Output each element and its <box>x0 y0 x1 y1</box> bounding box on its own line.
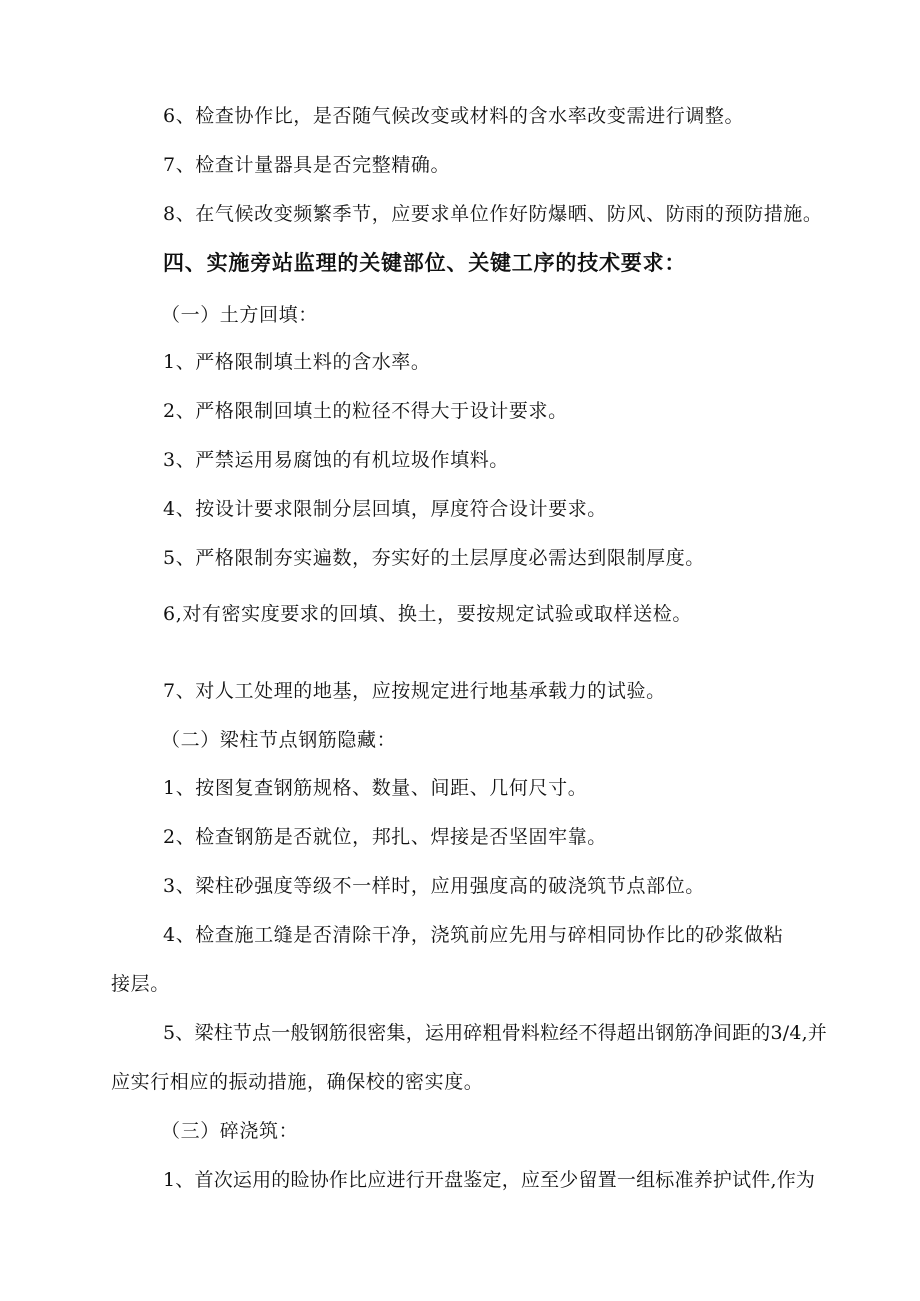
text-line: 接层。 <box>111 973 170 995</box>
text-line: 5、梁柱节点一般钢筋很密集，运用碎粗骨料粒经不得超出钢筋净间距的3/4,并 <box>163 1022 828 1044</box>
subsection-heading: （三）碎浇筑： <box>161 1120 299 1142</box>
text-line: 1、严格限制填土料的含水率。 <box>163 351 431 373</box>
text-line: 7、对人工处理的地基，应按规定进行地基承载力的试验。 <box>163 680 666 702</box>
subsection-heading: （二）梁柱节点钢筋隐藏： <box>161 729 397 751</box>
text-line: 6、检查协作比，是否随气候改变或材料的含水率改变需进行调整。 <box>163 105 745 127</box>
text-line: 1、按图复查钢筋规格、数量、间距、几何尺寸。 <box>163 777 588 799</box>
subsection-heading: （一）土方回填： <box>161 304 318 326</box>
text-line: 8、在气候改变频繁季节，应要求单位作好防爆晒、防风、防雨的预防措施。 <box>163 203 823 225</box>
text-line: 4、检查施工缝是否清除干净，浇筑前应先用与碎相同协作比的砂浆做粘 <box>163 924 784 946</box>
text-line: 3、严禁运用易腐蚀的有机垃圾作填料。 <box>163 449 509 471</box>
text-line: 4、按设计要求限制分层回填，厚度符合设计要求。 <box>163 498 607 520</box>
text-line: 6,对有密实度要求的回填、换土，要按规定试验或取样送检。 <box>163 603 692 625</box>
text-line: 7、检查计量器具是否完整精确。 <box>163 154 451 176</box>
text-line: 2、严格限制回填土的粒径不得大于设计要求。 <box>163 400 568 422</box>
text-line: 3、梁柱砂强度等级不一样时，应用强度高的破浇筑节点部位。 <box>163 875 705 897</box>
text-line: 2、检查钢筋是否就位，邦扎、焊接是否坚固牢靠。 <box>163 826 607 848</box>
text-line: 应实行相应的振动措施，确保校的密实度。 <box>111 1071 484 1093</box>
section-heading: 四、实施旁站监理的关键部位、关键工序的技术要求： <box>163 251 687 275</box>
text-line: 1、首次运用的睑协作比应进行开盘鉴定，应至少留置一组标准养护试件,作为 <box>163 1169 816 1191</box>
text-line: 5、严格限制夯实遍数，夯实好的土层厚度必需达到限制厚度。 <box>163 547 705 569</box>
